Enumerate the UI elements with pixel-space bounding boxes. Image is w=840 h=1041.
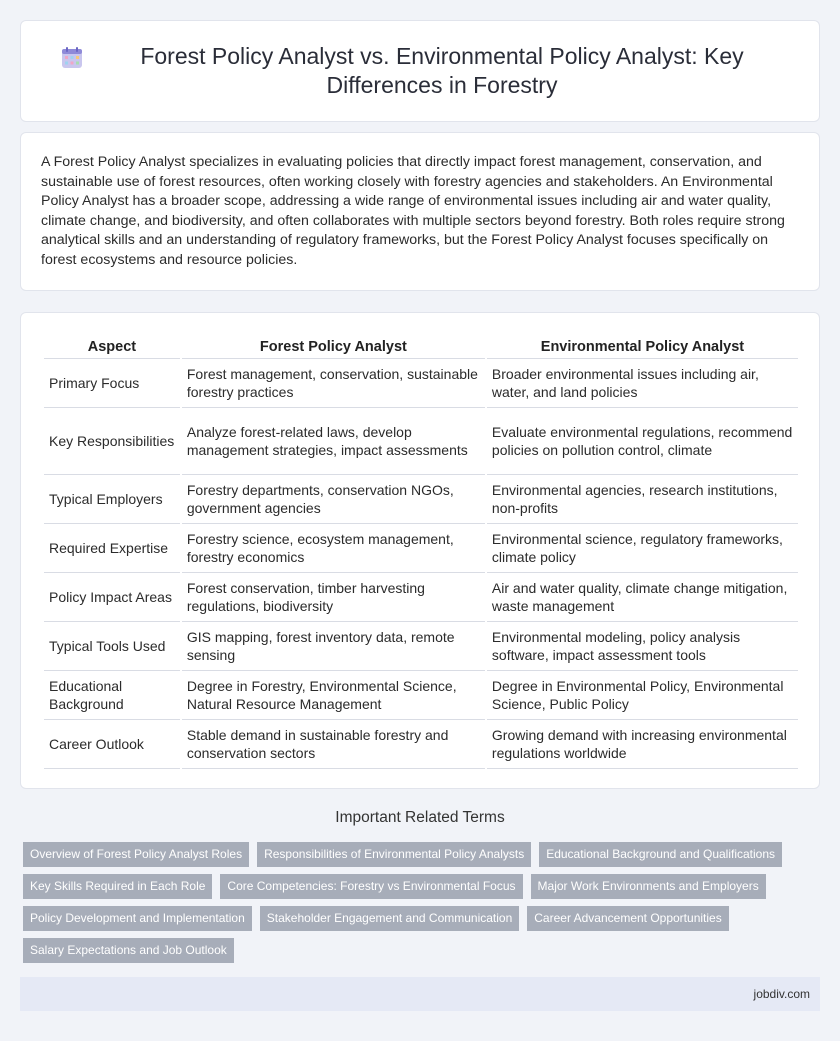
related-term-tag[interactable]: Responsibilities of Environmental Policy Analysts bbox=[257, 842, 531, 867]
cell-aspect: Career Outlook bbox=[44, 720, 180, 769]
cell-aspect: Key Responsibilities bbox=[44, 408, 180, 475]
related-terms-list bbox=[23, 842, 823, 970]
related-term-tag[interactable]: Career Advancement Opportunities bbox=[527, 906, 728, 931]
cell-aspect: Primary Focus bbox=[44, 359, 180, 408]
cell-environmental: Growing demand with increasing environmental regulations worldwide bbox=[487, 720, 798, 769]
tag-row bbox=[23, 842, 823, 867]
cell-environmental: Evaluate environmental regulations, recommend policies on pollution control, climate bbox=[487, 408, 798, 475]
cell-environmental: Environmental science, regulatory frameworks, climate policy bbox=[487, 524, 798, 573]
cell-forest: Forest management, conservation, sustainable forestry practices bbox=[182, 359, 485, 408]
title-wrap bbox=[61, 42, 779, 100]
cell-aspect: Required Expertise bbox=[44, 524, 180, 573]
cell-environmental: Degree in Environmental Policy, Environmental Science, Public Policy bbox=[487, 671, 798, 720]
table-row bbox=[44, 622, 798, 671]
footer-site-link[interactable]: jobdiv.com bbox=[753, 987, 810, 1001]
table-row bbox=[44, 524, 798, 573]
page-title: Forest Policy Analyst vs. Environmental Policy Analyst: Key Differences in Forestry bbox=[140, 43, 744, 98]
tag-row bbox=[23, 938, 823, 963]
calendar-grid-icon bbox=[61, 47, 83, 69]
intro-card bbox=[20, 132, 820, 291]
table-header-row bbox=[44, 333, 798, 359]
related-term-tag[interactable]: Policy Development and Implementation bbox=[23, 906, 252, 931]
cell-environmental: Air and water quality, climate change mitigation, waste management bbox=[487, 573, 798, 622]
cell-environmental: Environmental modeling, policy analysis software, impact assessment tools bbox=[487, 622, 798, 671]
header-aspect: Aspect bbox=[44, 333, 180, 359]
cell-forest: Forestry departments, conservation NGOs, government agencies bbox=[182, 475, 485, 524]
intro-paragraph: A Forest Policy Analyst specializes in evaluating policies that directly impact forest management, conservation, and sustainable use of forest resources, often working closely with forestry agencies and stakeholders. An Environmental Policy Analyst has a broader scope, addressing a wide range of environmental issues including air and water quality, climate change, and biodiversity, and often collaborates with multiple sectors beyond forestry. Both roles require strong analytical skills and an understanding of regulatory frameworks, but the Forest Policy Analyst focuses specifically on forest ecosystems and resource policies. bbox=[41, 154, 785, 268]
table-row bbox=[44, 475, 798, 524]
related-term-tag[interactable]: Stakeholder Engagement and Communication bbox=[260, 906, 519, 931]
table-row bbox=[44, 359, 798, 408]
related-term-tag[interactable]: Key Skills Required in Each Role bbox=[23, 874, 212, 899]
related-term-tag[interactable]: Salary Expectations and Job Outlook bbox=[23, 938, 234, 963]
cell-aspect: Typical Tools Used bbox=[44, 622, 180, 671]
cell-forest: Forestry science, ecosystem management, forestry economics bbox=[182, 524, 485, 573]
cell-forest: Stable demand in sustainable forestry and conservation sectors bbox=[182, 720, 485, 769]
cell-forest: GIS mapping, forest inventory data, remote sensing bbox=[182, 622, 485, 671]
tag-row bbox=[23, 874, 823, 899]
cell-environmental: Broader environmental issues including air, water, and land policies bbox=[487, 359, 798, 408]
footer bbox=[20, 977, 820, 1011]
cell-aspect: Educational Background bbox=[44, 671, 180, 720]
table-row bbox=[44, 671, 798, 720]
related-terms-heading: Important Related Terms bbox=[335, 809, 505, 826]
cell-forest: Forest conservation, timber harvesting regulations, biodiversity bbox=[182, 573, 485, 622]
related-term-tag[interactable]: Major Work Environments and Employers bbox=[531, 874, 766, 899]
cell-forest: Analyze forest-related laws, develop management strategies, impact assessments bbox=[182, 408, 485, 475]
table-row bbox=[44, 573, 798, 622]
tag-row bbox=[23, 906, 823, 931]
table-row bbox=[44, 720, 798, 769]
cell-aspect: Policy Impact Areas bbox=[44, 573, 180, 622]
related-term-tag[interactable]: Educational Background and Qualifications bbox=[539, 842, 782, 867]
cell-environmental: Environmental agencies, research institutions, non-profits bbox=[487, 475, 798, 524]
related-term-tag[interactable]: Core Competencies: Forestry vs Environmental Focus bbox=[220, 874, 522, 899]
header-environmental-policy-analyst: Environmental Policy Analyst bbox=[487, 333, 798, 359]
related-term-tag[interactable]: Overview of Forest Policy Analyst Roles bbox=[23, 842, 249, 867]
comparison-card bbox=[20, 312, 820, 789]
header-forest-policy-analyst: Forest Policy Analyst bbox=[182, 333, 485, 359]
title-card bbox=[20, 20, 820, 122]
cell-aspect: Typical Employers bbox=[44, 475, 180, 524]
table-row bbox=[44, 408, 798, 475]
cell-forest: Degree in Forestry, Environmental Science, Natural Resource Management bbox=[182, 671, 485, 720]
comparison-table bbox=[42, 333, 800, 769]
